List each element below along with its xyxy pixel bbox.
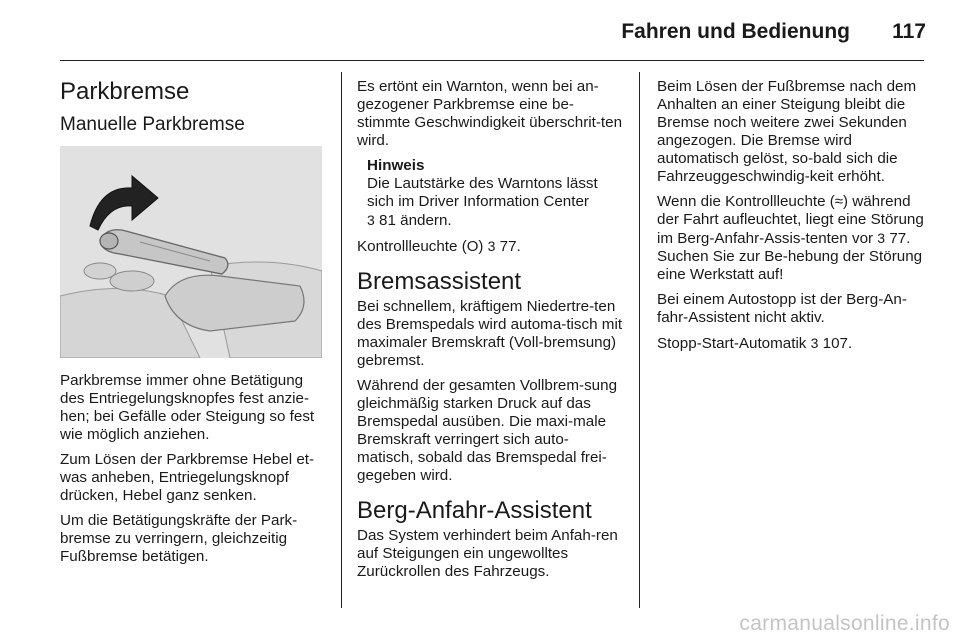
paragraph-release-footbrake: Beim Lösen der Fußbremse nach dem Anhalten an einer Steigung bleibt die Bremse noch weitere zwei Sekunden angezogen. Die Bremse wird automatisch gelöst, so-bald sich die Fahrzeuggeschwindig-keit erhöht. (657, 78, 917, 185)
fault-lead-text: Wenn die Kontrollleuchte (657, 193, 830, 210)
paragraph-autostop: Bei einem Autostopp ist der Berg-An-fahr-Assistent nicht aktiv. (657, 291, 907, 326)
section-heading-parkbremse: Parkbremse (60, 78, 190, 105)
column-1 (60, 78, 328, 573)
running-header-title: Fahren und Bedienung (621, 20, 850, 43)
paragraph-reduce-force: Um die Betätigungskräfte der Park-bremse zu verringern, gleichzeitig Fußbremse betätigen. (60, 512, 298, 565)
section-heading-bremsassistent: Bremsassistent (357, 268, 522, 295)
stop-start-text: Stopp-Start-Automatik (657, 335, 811, 352)
brake-warning-lamp-icon: (O) (461, 238, 484, 255)
fault-tail-text: 77. Suchen Sie zur Be-hebung der Störung eine Werkstatt auf! (657, 230, 923, 283)
paragraph-hill-assist-fault (657, 193, 925, 284)
subheading-manuelle-parkbremse: Manuelle Parkbremse (60, 114, 245, 135)
note-title: Hinweis (367, 157, 425, 174)
lamp-reference: 77. (495, 238, 521, 255)
page-reference-arrow-icon: 3 (487, 238, 496, 254)
handbrake-drawing (60, 146, 322, 358)
page-reference-arrow-icon: 3 (877, 230, 886, 246)
paragraph-hill-start-assist: Das System verhindert beim Anfah-ren auf Steigungen ein ungewolltes Zurückrollen des Fahrzeugs. (357, 527, 618, 580)
stop-start-reference: 107. (818, 335, 853, 352)
note-reference: 81 ändern. (374, 212, 452, 229)
column-divider-2 (639, 72, 640, 608)
paragraph-release-handbrake: Zum Lösen der Parkbremse Hebel et-was anheben, Entriegelungsknopf drücken, Hebel ganz senken. (60, 451, 315, 504)
hill-start-lamp-icon: (≈) (829, 193, 849, 210)
page-reference-arrow-icon: 3 (810, 335, 819, 351)
note-text: Die Lautstärke des Warntons lässt sich im Driver Information Center (367, 175, 598, 210)
column-divider-1 (341, 72, 342, 608)
page-reference-arrow-icon: 3 (367, 212, 375, 228)
lamp-text: Kontrollleuchte (357, 238, 462, 255)
column-2 (357, 78, 625, 588)
fault-text: während der Fahrt aufleuchtet, liegt eine Störung im Berg-Anfahr-Assis-tenten vor (657, 193, 924, 247)
paragraph-apply-handbrake: Parkbremse immer ohne Betätigung des Entriegelungsknopfes fest anzie-hen; bei Gefälle oder Steigung so fest wie möglich anziehen. (60, 372, 315, 443)
watermark: carmanualsonline.info (739, 612, 950, 635)
paragraph-brake-assist-1: Bei schnellem, kräftigem Niedertre-ten des Bremspedals wird automa-tisch mit maximaler Bremskraft (Voll-bremsung) gebremst. (357, 298, 623, 369)
column-3 (657, 78, 925, 360)
handbrake-illustration (60, 146, 322, 358)
page-number: 117 (892, 20, 926, 43)
paragraph-stop-start (657, 334, 925, 353)
paragraph-control-lamp (357, 237, 625, 256)
section-heading-berg-anfahr-assistent: Berg-Anfahr-Assistent (357, 497, 592, 524)
paragraph-brake-assist-2: Während der gesamten Vollbrem-sung gleichmäßig starken Druck auf das Bremspedal ausüben. Die maxi-male Bremskraft verringert sich auto-matisch, sobald das Bremspedal frei-gegeben wird. (357, 377, 618, 484)
paragraph-warning-tone: Es ertönt ein Warnton, wenn bei an-gezogener Parkbremse eine be-stimmte Geschwindigkeit überschrit-ten wird. (357, 78, 623, 149)
header-rule (60, 60, 924, 61)
note-box (357, 157, 625, 230)
